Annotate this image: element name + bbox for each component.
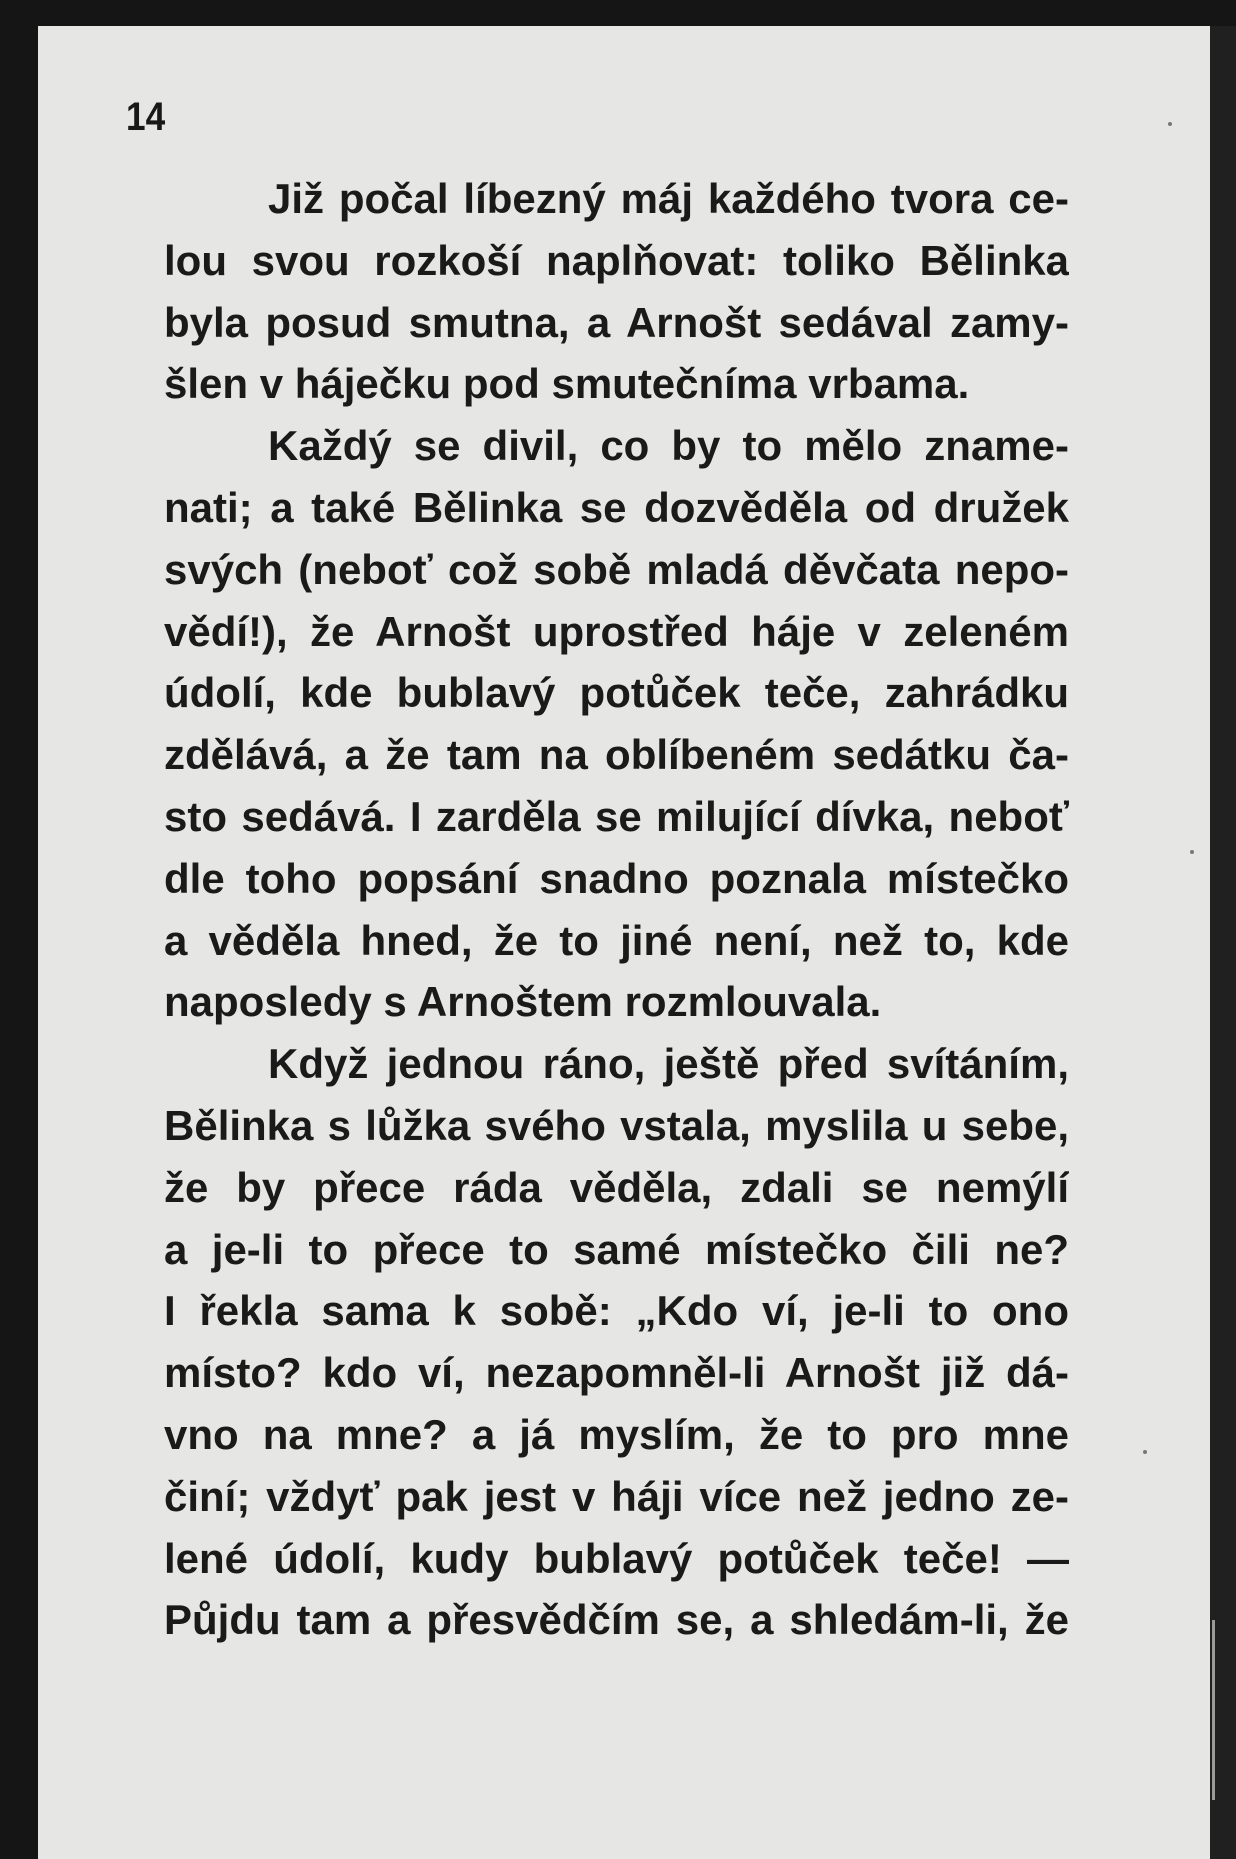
text-line: Půjdu tam a přesvědčím se, a shledám-li, že <box>164 1596 1069 1644</box>
paper-speck <box>1143 1450 1147 1454</box>
page-edge-shadow <box>1210 26 1236 1859</box>
text-line: údolí, kde bublavý potůček teče, zahrádku <box>164 669 1069 717</box>
text-line: činí; vždyť pak jest v háji více než jedno ze- <box>164 1472 1069 1520</box>
text-line: naposledy s Arnoštem rozmlouvala. <box>164 978 882 1026</box>
body-text <box>164 168 1069 1651</box>
text-line: sto sedává. I zarděla se milující dívka, neboť <box>164 792 1069 840</box>
text-line: I řekla sama k sobě: „Kdo ví, je-li to ono <box>164 1287 1069 1335</box>
page-number: 14 <box>126 95 166 139</box>
text-line: že by přece ráda věděla, zdali se nemýlí <box>164 1163 1069 1211</box>
text-line: a je-li to přece to samé místečko čili ne? <box>164 1225 1069 1273</box>
text-line: svých (neboť což sobě mladá děvčata nepo- <box>164 545 1069 593</box>
text-line: šlen v háječku pod smutečníma vrbama. <box>164 360 970 408</box>
text-line: dle toho popsání snadno poznala místečko <box>164 854 1069 902</box>
paper-speck <box>1168 122 1172 126</box>
text-line: Když jednou ráno, ještě před svítáním, <box>268 1040 1069 1088</box>
text-line: vědí!), že Arnošt uprostřed háje v zeleném <box>164 607 1069 655</box>
text-line: Již počal líbezný máj každého tvora ce- <box>268 175 1069 222</box>
page-edge-mark <box>1212 1620 1215 1800</box>
text-line: Bělinka s lůžka svého vstala, myslila u sebe, <box>164 1101 1069 1149</box>
text-line: lené údolí, kudy bublavý potůček teče! — <box>164 1534 1069 1582</box>
text-line: zdělává, a že tam na oblíbeném sedátku ča- <box>164 731 1069 779</box>
text-line: místo? kdo ví, nezapomněl-li Arnošt již dá- <box>164 1349 1069 1397</box>
text-line: vno na mne? a já myslím, že to pro mne <box>164 1410 1069 1458</box>
text-line: nati; a také Bělinka se dozvěděla od družek <box>164 483 1069 531</box>
text-line: Každý se divil, co by to mělo zname- <box>268 422 1069 470</box>
paper-speck <box>1190 850 1194 854</box>
text-line: lou svou rozkoší naplňovat: toliko Bělinka <box>164 236 1069 284</box>
text-line: a věděla hned, že to jiné není, než to, kde <box>164 916 1069 964</box>
text-line: byla posud smutna, a Arnošt sedával zamy- <box>164 298 1069 346</box>
